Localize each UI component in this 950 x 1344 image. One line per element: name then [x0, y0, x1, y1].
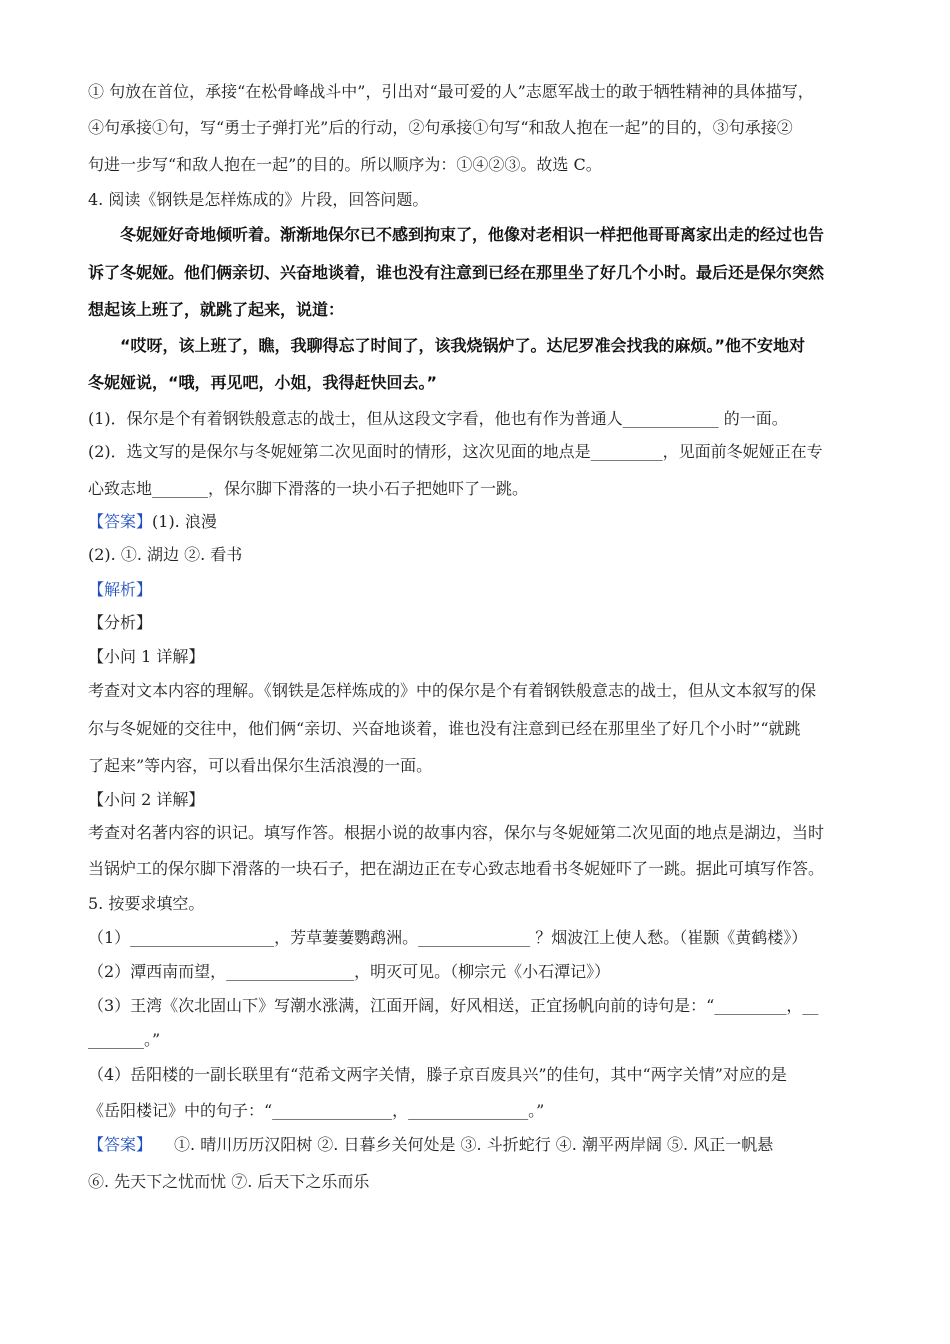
explanation-line: 考查对名著内容的识记。填写作答。根据小说的故事内容，保尔与冬妮娅第二次见面的地点是湖边，当时	[88, 823, 825, 842]
answer-line	[88, 512, 868, 532]
text-line: 句进一步写“和敌人抱在一起”的目的。所以顺序为：①④②③。故选 C。	[88, 155, 602, 174]
explanation-line: 尔与冬妮娅的交往中，他们俩“亲切、兴奋地谈着，谁也没有注意到已经在那里坐了好几个小时”“就跳	[88, 719, 801, 738]
answer-line-5-cont: ⑥. 先天下之忧而忧 ⑦. 后天下之乐而乐	[88, 1172, 370, 1191]
text-line: ④句承接①句，写“勇士子弹打光”后的行动，②句承接①句写“和敌人抱在一起”的目的，③句承接②	[88, 118, 793, 137]
question-5-3: （3）王湾《次北固山下》写潮水涨满，江面开阔，好风相送，正宜扬帆向前的诗句是：“_________，__	[88, 996, 819, 1015]
question-5-2: （2）潭西南而望，________________，明灭可见。（柳宗元《小石潭记》）	[88, 962, 611, 981]
answer-label: 【答案】	[88, 512, 153, 531]
sub-question-1-heading: 【小问 1 详解】	[88, 647, 205, 666]
question-4-2-cont: 心致志地_______，保尔脚下滑落的一块小石子把她吓了一跳。	[88, 479, 529, 498]
answer-label: 【答案】	[88, 1135, 153, 1154]
passage-line: “哎呀，该上班了，瞧，我聊得忘了时间了，该我烧锅炉了。达尼罗准会找我的麻烦。”他不安地对	[120, 336, 806, 355]
question-5-3-cont: _______。”	[88, 1030, 161, 1049]
question-4-1: (1)．保尔是个有着钢铁般意志的战士，但从这段文字看，他也有作为普通人____________ 的一面。	[88, 409, 788, 428]
passage-line: 想起该上班了，就跳了起来，说道：	[88, 300, 345, 319]
question-5-4-cont: 《岳阳楼记》中的句子：“_______________，_______________。”	[88, 1101, 545, 1120]
answer-line-2: (2). ①. 湖边 ②. 看书	[88, 545, 243, 564]
sub-question-2-heading: 【小问 2 详解】	[88, 790, 205, 809]
question-5-1: （1）__________________，芳草萋萋鹦鹉洲。______________ ？烟波江上使人愁。（崔颢《黄鹤楼》）	[88, 928, 808, 947]
text-line: ① 句放在首位，承接“在松骨峰战斗中”，引出对“最可爱的人”志愿军战士的敢于牺牲精神的具体描写，	[88, 82, 814, 101]
passage-line: 诉了冬妮娅。他们俩亲切、兴奋地谈着，谁也没有注意到已经在那里坐了好几个小时。最后还是保尔突然	[88, 263, 825, 282]
answer-text: ①. 晴川历历汉阳树 ②. 日暮乡关何处是 ③. 斗折蛇行 ④. 潮平两岸阔 ⑤. 风正一帆悬	[174, 1135, 774, 1154]
question-5-4: （4）岳阳楼的一副长联里有“范希文两字关情，滕子京百废具兴”的佳句，其中“两字关情”对应的是	[88, 1065, 787, 1084]
question-4-2: (2)．选文写的是保尔与冬妮娅第二次见面时的情形，这次见面的地点是_________，见面前冬妮娅正在专	[88, 442, 823, 461]
answer-line-5	[88, 1135, 868, 1155]
explanation-line: 了起来”等内容，可以看出保尔生活浪漫的一面。	[88, 756, 433, 775]
explanation-line: 当锅炉工的保尔脚下滑落的一块石子，把在湖边正在专心致志地看书冬妮娅吓了一跳。据此可填写作答。	[88, 859, 825, 878]
passage-line: 冬妮娅好奇地倾听着。渐渐地保尔已不感到拘束了，他像对老相识一样把他哥哥离家出走的经过也告	[120, 225, 825, 244]
analysis-label: 【解析】	[88, 580, 153, 599]
answer-text: (1). 浪漫	[152, 512, 217, 531]
analysis-heading: 【分析】	[88, 613, 153, 632]
question-5-heading: 5. 按要求填空。	[88, 894, 205, 913]
passage-line: 冬妮娅说，“哦，再见吧，小姐，我得赶快回去。”	[88, 373, 438, 392]
explanation-line: 考查对文本内容的理解。《钢铁是怎样炼成的》中的保尔是个有着钢铁般意志的战士，但从文本叙写的保	[88, 681, 817, 700]
question-4-heading: 4. 阅读《钢铁是怎样炼成的》片段，回答问题。	[88, 190, 429, 209]
